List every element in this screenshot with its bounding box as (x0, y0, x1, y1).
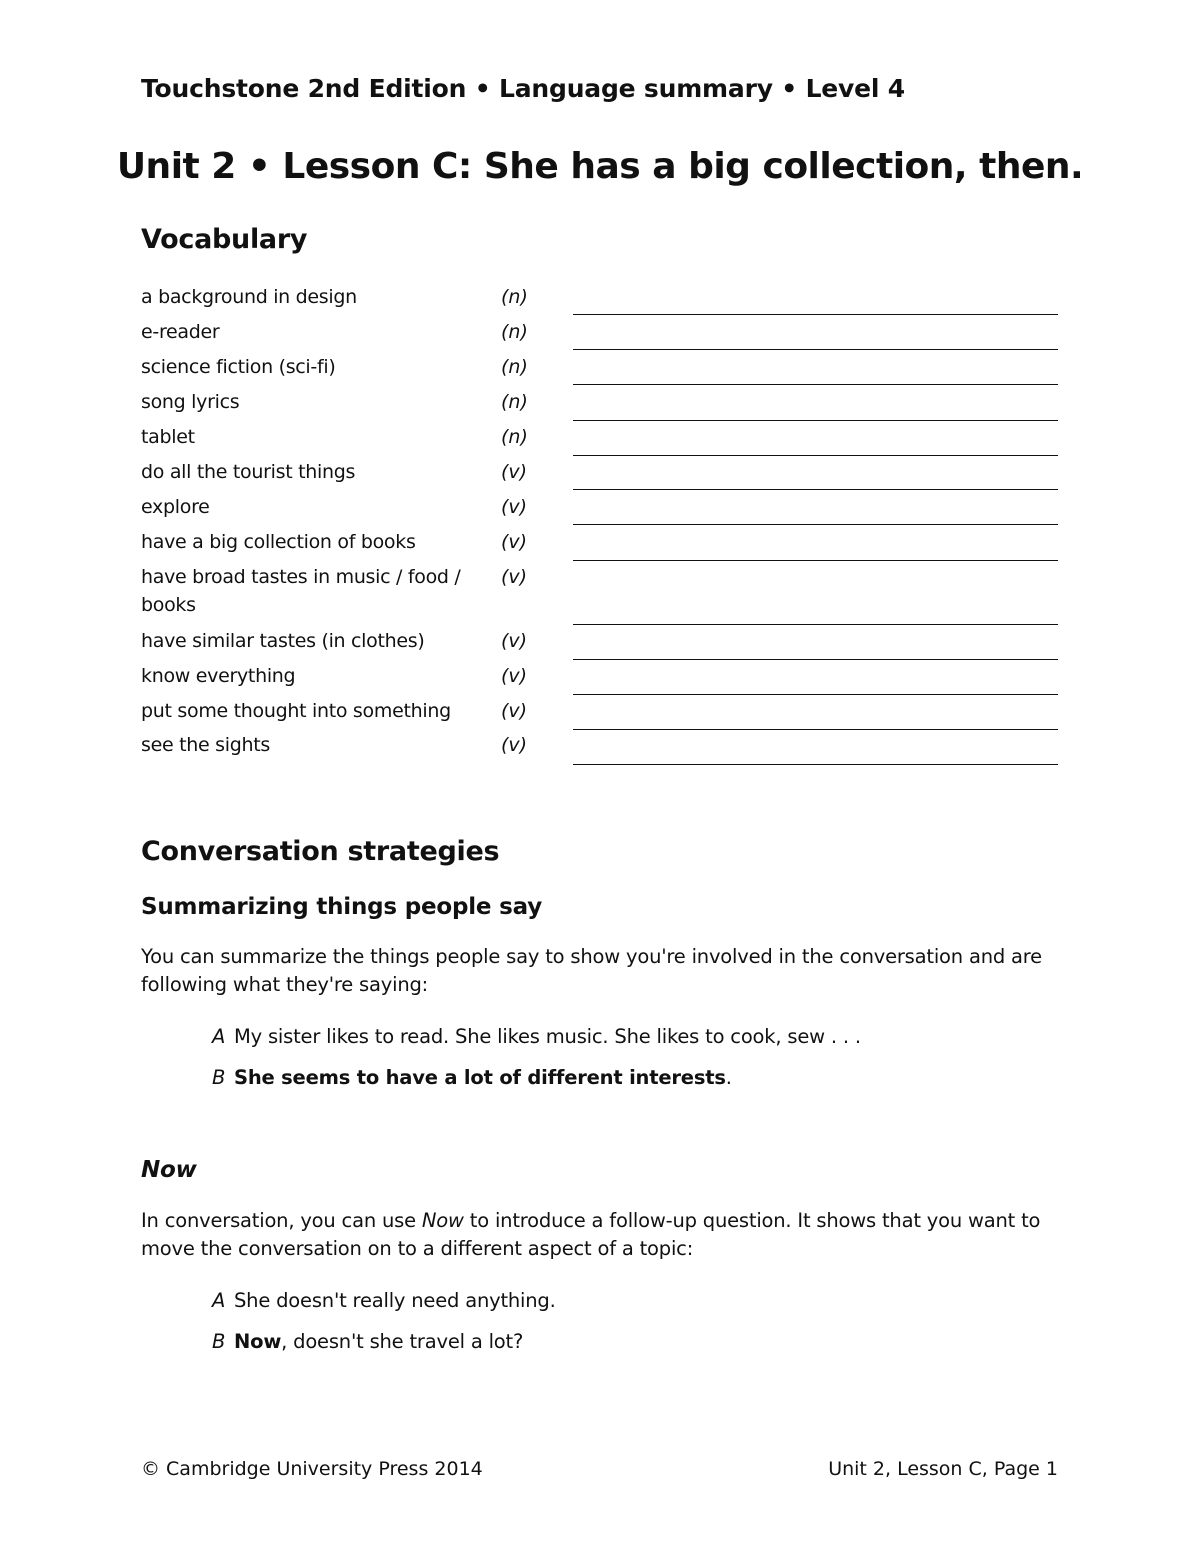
vocabulary-heading: Vocabulary (141, 224, 308, 255)
vocab-part-of-speech: (v) (501, 461, 528, 483)
now-intro (141, 1207, 1066, 1263)
dialogue-line-rest: , doesn't she travel a lot? (281, 1330, 524, 1353)
now-intro-text: In conversation, you can use (141, 1209, 422, 1232)
dialogue-line-end: . (725, 1066, 732, 1089)
vocab-term: have similar tastes (in clothes) (141, 630, 425, 652)
vocab-row (141, 458, 1061, 490)
vocab-term: have a big collection of books (141, 531, 416, 553)
answer-line (573, 659, 1058, 660)
answer-line (573, 524, 1058, 525)
now-intro-keyword: Now (421, 1209, 464, 1232)
vocab-term: tablet (141, 426, 195, 448)
vocab-part-of-speech: (v) (501, 531, 528, 553)
summarizing-dialogue-a (212, 1023, 861, 1051)
vocab-row (141, 493, 1061, 525)
vocab-term: do all the tourist things (141, 461, 356, 483)
vocab-part-of-speech: (n) (501, 391, 528, 413)
vocab-row (141, 662, 1061, 695)
now-dialogue-a (212, 1287, 556, 1315)
speaker-label: A (212, 1025, 226, 1048)
vocab-part-of-speech: (v) (501, 496, 528, 518)
now-intro-text-end: to introduce a follow-up question. It shows that you want to move the conversation on to a different aspect of a topic: (141, 1209, 1041, 1260)
dialogue-line: She doesn't really need anything. (234, 1289, 556, 1312)
vocab-part-of-speech: (n) (501, 426, 528, 448)
vocab-term: know everything (141, 665, 296, 687)
vocab-row (141, 283, 1061, 315)
speaker-label: B (212, 1066, 226, 1089)
now-dialogue-b (212, 1328, 523, 1356)
summarizing-intro: You can summarize the things people say to show you're involved in the conversation and are following what they're saying: (141, 945, 1042, 996)
vocab-part-of-speech: (n) (501, 356, 528, 378)
answer-line (573, 764, 1058, 765)
speaker-label: B (212, 1330, 226, 1353)
copyright-footer: © Cambridge University Press 2014 (141, 1458, 483, 1480)
answer-line (573, 420, 1058, 421)
page-title: Unit 2 • Lesson C: She has a big collection, then. (116, 146, 1084, 187)
vocab-term: science fiction (sci-fi) (141, 356, 336, 378)
answer-line (573, 384, 1058, 385)
vocab-row (141, 528, 1061, 561)
page-reference: Unit 2, Lesson C, Page 1 (828, 1458, 1058, 1480)
vocab-row (141, 388, 1061, 421)
summarizing-heading: Summarizing things people say (141, 894, 543, 920)
vocab-term: put some thought into something (141, 700, 451, 722)
vocab-row (141, 318, 1061, 350)
highlighted-phrase: Now (234, 1330, 282, 1353)
vocab-part-of-speech: (v) (501, 566, 528, 588)
dialogue-line: My sister likes to read. She likes music. She likes to cook, sew . . . (234, 1025, 861, 1048)
conversation-strategies-heading: Conversation strategies (141, 836, 500, 867)
vocab-part-of-speech: (v) (501, 665, 528, 687)
series-header: Touchstone 2nd Edition • Language summary • Level 4 (141, 74, 905, 103)
vocab-part-of-speech: (n) (501, 286, 528, 308)
vocab-row (141, 423, 1061, 456)
vocab-part-of-speech: (v) (501, 700, 528, 722)
vocab-row (141, 563, 1061, 625)
vocab-row (141, 697, 1061, 730)
answer-line (573, 624, 1058, 625)
summarizing-dialogue-b (212, 1064, 732, 1092)
speaker-label: A (212, 1289, 226, 1312)
answer-line (573, 560, 1058, 561)
answer-line (573, 489, 1058, 490)
answer-line (573, 455, 1058, 456)
highlighted-phrase: She seems to have a lot of different interests (234, 1066, 726, 1089)
answer-line (573, 729, 1058, 730)
vocab-row (141, 627, 1061, 660)
vocab-row (141, 731, 1061, 765)
vocab-term: a background in design (141, 286, 357, 308)
vocab-term: see the sights (141, 734, 270, 756)
vocab-row (141, 353, 1061, 385)
vocab-part-of-speech: (n) (501, 321, 528, 343)
now-heading: Now (141, 1157, 197, 1183)
vocab-term: have broad tastes in music / food / books (141, 566, 461, 616)
vocab-part-of-speech: (v) (501, 630, 528, 652)
vocab-part-of-speech: (v) (501, 734, 528, 756)
answer-line (573, 349, 1058, 350)
answer-line (573, 694, 1058, 695)
answer-line (573, 314, 1058, 315)
vocab-term: song lyrics (141, 391, 240, 413)
vocab-term: explore (141, 496, 210, 518)
vocab-term: e-reader (141, 321, 220, 343)
